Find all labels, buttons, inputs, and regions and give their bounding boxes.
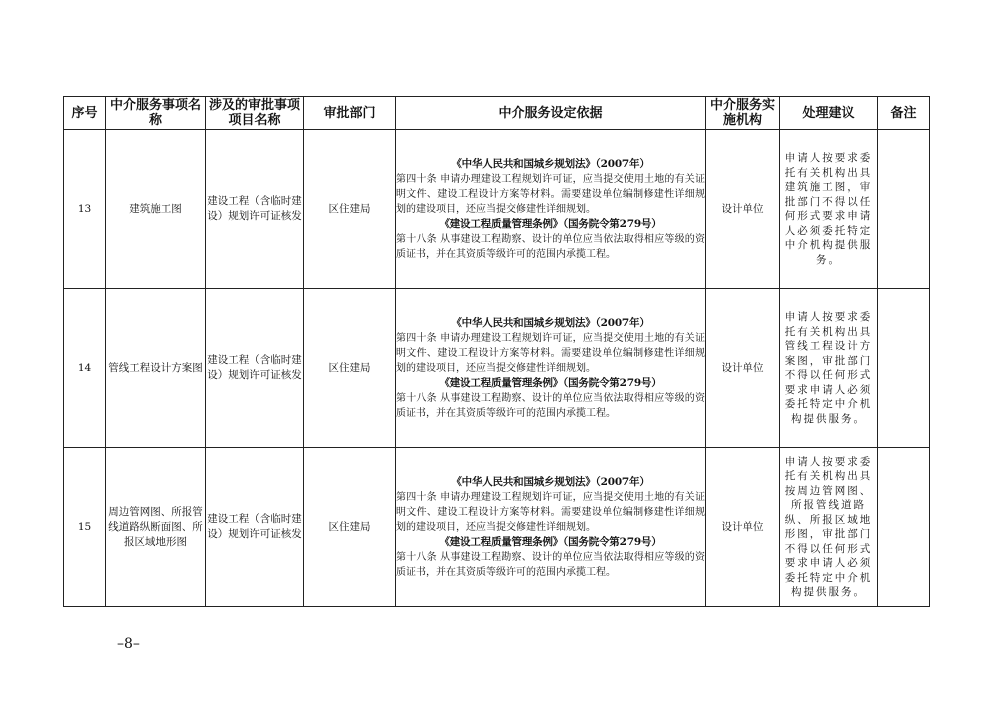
cell-dept: 区住建局 <box>304 289 396 448</box>
cell-approval: 建设工程（含临时建设）规划许可证核发 <box>206 448 304 607</box>
header-seq: 序号 <box>64 97 106 130</box>
header-dept: 审批部门 <box>304 97 396 130</box>
cell-basis <box>396 289 706 448</box>
cell-basis <box>396 448 706 607</box>
cell-item: 周边管网图、所报管线道路纵断面图、所报区域地形图 <box>106 448 206 607</box>
cell-remark <box>878 289 930 448</box>
law-article: 第四十条 申请办理建设工程规划许可证，应当提交使用土地的有关证明文件、建设工程设计方案等材料。需要建设单位编制修建性详细规划的建设项目，还应当提交修建性详细规划。 <box>396 332 705 374</box>
law-article: 第十八条 从事建设工程勘察、设计的单位应当依法取得相应等级的资质证书，并在其资质等级许可的范围内承揽工程。 <box>396 233 705 260</box>
header-remark: 备注 <box>878 97 930 130</box>
cell-item: 管线工程设计方案图 <box>106 289 206 448</box>
cell-agency: 设计单位 <box>706 448 780 607</box>
cell-advice: 申请人按要求委托有关机构出具管线工程设计方案图，审批部门不得以任何形式要求申请人必须委托特定中介机构提供服务。 <box>780 289 878 448</box>
cell-seq: 13 <box>64 130 106 289</box>
page-number: –8– <box>117 636 140 652</box>
cell-advice: 申请人按要求委托有关机构出具建筑施工图，审批部门不得以任何形式要求申请人必须委托特定中介机构提供服务。 <box>780 130 878 289</box>
cell-remark <box>878 448 930 607</box>
table-row <box>64 448 930 607</box>
cell-item: 建筑施工图 <box>106 130 206 289</box>
law-title: 《建设工程质量管理条例》（国务院令第279号） <box>439 217 662 230</box>
header-agency: 中介服务实施机构 <box>706 97 780 130</box>
cell-agency: 设计单位 <box>706 130 780 289</box>
cell-advice: 申请人按要求委托有关机构出具按周边管网图、所报管线道路纵、所报区域地形图，审批部门不得以任何形式要求申请人必须委托特定中介机构提供服务。 <box>780 448 878 607</box>
law-title: 《建设工程质量管理条例》（国务院令第279号） <box>439 535 662 548</box>
law-title: 《中华人民共和国城乡规划法》（2007年） <box>451 316 650 329</box>
law-article: 第十八条 从事建设工程勘察、设计的单位应当依法取得相应等级的资质证书，并在其资质等级许可的范围内承揽工程。 <box>396 392 705 419</box>
service-items-table <box>63 96 930 607</box>
law-title: 《建设工程质量管理条例》（国务院令第279号） <box>439 376 662 389</box>
header-advice: 处理建议 <box>780 97 878 130</box>
header-item: 中介服务事项名称 <box>106 97 206 130</box>
cell-agency: 设计单位 <box>706 289 780 448</box>
cell-basis <box>396 130 706 289</box>
table-row <box>64 130 930 289</box>
cell-seq: 14 <box>64 289 106 448</box>
law-article: 第四十条 申请办理建设工程规划许可证，应当提交使用土地的有关证明文件、建设工程设计方案等材料。需要建设单位编制修建性详细规划的建设项目，还应当提交修建性详细规划。 <box>396 173 705 215</box>
cell-seq: 15 <box>64 448 106 607</box>
cell-remark <box>878 130 930 289</box>
cell-approval: 建设工程（含临时建设）规划许可证核发 <box>206 130 304 289</box>
header-approval: 涉及的审批事项项目名称 <box>206 97 304 130</box>
law-article: 第四十条 申请办理建设工程规划许可证，应当提交使用土地的有关证明文件、建设工程设计方案等材料。需要建设单位编制修建性详细规划的建设项目，还应当提交修建性详细规划。 <box>396 491 705 533</box>
cell-dept: 区住建局 <box>304 448 396 607</box>
law-title: 《中华人民共和国城乡规划法》（2007年） <box>451 157 650 170</box>
law-article: 第十八条 从事建设工程勘察、设计的单位应当依法取得相应等级的资质证书，并在其资质等级许可的范围内承揽工程。 <box>396 551 705 578</box>
table-row <box>64 289 930 448</box>
cell-approval: 建设工程（含临时建设）规划许可证核发 <box>206 289 304 448</box>
law-title: 《中华人民共和国城乡规划法》（2007年） <box>451 475 650 488</box>
cell-dept: 区住建局 <box>304 130 396 289</box>
header-basis: 中介服务设定依据 <box>396 97 706 130</box>
table-header-row <box>64 97 930 130</box>
